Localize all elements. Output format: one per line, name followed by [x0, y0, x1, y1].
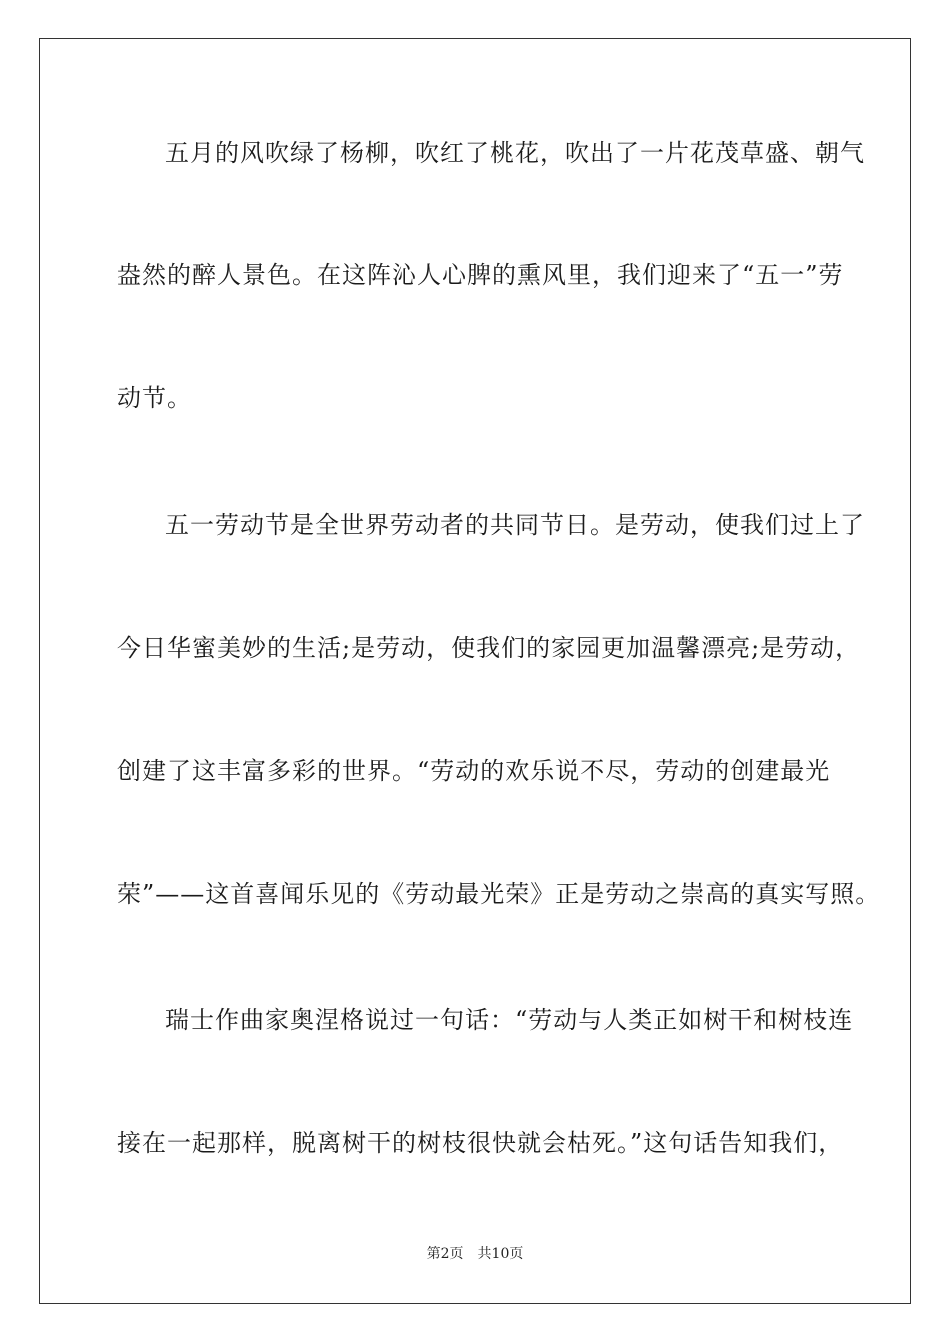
paragraph-2-line-4: 荣”——这首喜闻乐见的《劳动最光荣》正是劳动之崇高的真实写照。	[117, 880, 881, 908]
page-number: 第2页	[426, 1246, 464, 1262]
paragraph-1-line-1: 五月的风吹绿了杨柳，吹红了桃花，吹出了一片花茂草盛、朝气	[165, 139, 865, 167]
paragraph-1-line-3: 动节。	[117, 384, 192, 412]
paragraph-2-line-3: 创建了这丰富多彩的世界。“劳动的欢乐说不尽，劳动的创建最光	[117, 757, 831, 785]
paragraph-3-line-2: 接在一起那样，脱离树干的树枝很快就会枯死。”这句话告知我们，	[117, 1129, 844, 1157]
page-total: 共10页	[477, 1246, 524, 1262]
paragraph-2-line-1: 五一劳动节是全世界劳动者的共同节日。是劳动，使我们过上了	[165, 511, 865, 539]
paragraph-2-line-2: 今日华蜜美妙的生活;是劳动，使我们的家园更加温馨漂亮;是劳动，	[117, 634, 861, 662]
paragraph-3-line-1: 瑞士作曲家奥涅格说过一句话：“劳动与人类正如树干和树枝连	[165, 1006, 854, 1034]
paragraph-1-line-2: 盎然的醉人景色。在这阵沁人心脾的熏风里，我们迎来了“五一”劳	[117, 261, 844, 289]
page-footer	[0, 1244, 950, 1264]
page-frame	[39, 38, 911, 1304]
